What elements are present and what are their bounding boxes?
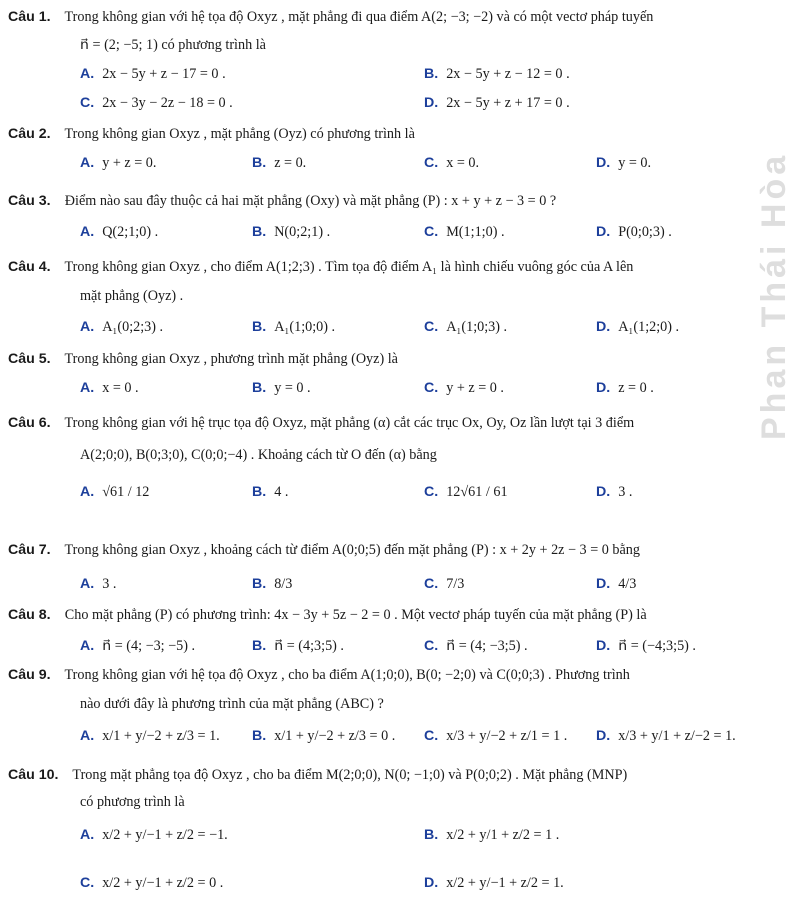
question-text: Trong không gian với hệ tọa độ Oxyz , cho ba điểm A(1;0;0), B(0; −2;0) và C(0;0;3) . Phương trình xyxy=(64,667,630,683)
option-c: C. 12√61 / 61 xyxy=(424,484,508,500)
option-b: B. N(0;2;1) . xyxy=(252,224,331,240)
option-c: C. 2x − 3y − 2z − 18 = 0 . xyxy=(80,95,233,111)
option-c: C. n⃗ = (4; −3;5) . xyxy=(424,638,528,654)
option-b: B. z = 0. xyxy=(252,155,307,171)
watermark: Phan Thái Hòa xyxy=(755,151,793,440)
option-d: D. y = 0. xyxy=(596,155,652,171)
option-b: B. x/1 + y/−2 + z/3 = 0 . xyxy=(252,728,396,744)
option-b: B. n⃗ = (4;3;5) . xyxy=(252,638,344,654)
option-d: D. z = 0 . xyxy=(596,380,654,396)
option-a: A. x/2 + y/−1 + z/2 = −1. xyxy=(80,827,228,843)
question-text-cont: n⃗ = (2; −5; 1) có phương trình là xyxy=(80,37,266,53)
question-2: Câu 2. Trong không gian Oxyz , mặt phẳng (Oyz) có phương trình là xyxy=(8,126,415,142)
question-text-cont: A(2;0;0), B(0;3;0), C(0;0;−4) . Khoảng cách từ O đến (α) bằng xyxy=(80,447,437,463)
option-a: A. x = 0 . xyxy=(80,380,139,396)
question-text: Trong không gian Oxyz , khoảng cách từ điểm A(0;0;5) đến mặt phẳng (P) : x + 2y + 2z − 3 = 0 bằng xyxy=(64,542,640,558)
option-a: A. √61 / 12 xyxy=(80,484,150,500)
option-b: B. y = 0 . xyxy=(252,380,311,396)
option-a: A. 3 . xyxy=(80,576,117,592)
option-d: D. 3 . xyxy=(596,484,633,500)
option-c: C. x/3 + y/−2 + z/1 = 1 . xyxy=(424,728,568,744)
question-text-cont: nào dưới đây là phương trình của mặt phẳng (ABC) ? xyxy=(80,696,384,712)
option-c: C. x = 0. xyxy=(424,155,480,171)
question-text: Điểm nào sau đây thuộc cả hai mặt phẳng (Oxy) và mặt phẳng (P) : x + y + z − 3 = 0 ? xyxy=(64,193,557,209)
option-b: B. 2x − 5y + z − 12 = 0 . xyxy=(424,66,570,82)
question-10: Câu 10. Trong mặt phẳng tọa độ Oxyz , cho ba điểm M(2;0;0), N(0; −1;0) và P(0;0;2) . Mặt phẳng (MNP) xyxy=(8,767,628,783)
question-3: Câu 3. Điểm nào sau đây thuộc cả hai mặt phẳng (Oxy) và mặt phẳng (P) : x + y + z − 3 = 0 ? xyxy=(8,193,557,209)
option-c: C. M(1;1;0) . xyxy=(424,224,505,240)
option-d: D. 4/3 xyxy=(596,576,637,592)
question-text: Trong mặt phẳng tọa độ Oxyz , cho ba điểm M(2;0;0), N(0; −1;0) và P(0;0;2) . Mặt phẳng (MNP) xyxy=(72,767,628,783)
question-text: Trong không gian với hệ trục tọa độ Oxyz, mặt phẳng (α) cắt các trục Ox, Oy, Oz lần lượt tại 3 điểm xyxy=(64,415,635,431)
option-a: A. 2x − 5y + z − 17 = 0 . xyxy=(80,66,226,82)
question-8: Câu 8. Cho mặt phẳng (P) có phương trình: 4x − 3y + 5z − 2 = 0 . Một vectơ pháp tuyến của mặt phẳng (P) là xyxy=(8,607,647,623)
question-text: Cho mặt phẳng (P) có phương trình: 4x − 3y + 5z − 2 = 0 . Một vectơ pháp tuyến của mặt phẳng (P) là xyxy=(64,607,647,623)
question-9: Câu 9. Trong không gian với hệ tọa độ Oxyz , cho ba điểm A(1;0;0), B(0; −2;0) và C(0;0;3) . Phương trình xyxy=(8,667,630,683)
option-c: C. A₁(1;0;3) . xyxy=(424,319,508,335)
question-text-cont: mặt phẳng (Oyz) . xyxy=(80,288,184,304)
option-c: C. y + z = 0 . xyxy=(424,380,504,396)
question-5: Câu 5. Trong không gian Oxyz , phương trình mặt phẳng (Oyz) là xyxy=(8,351,398,367)
option-d: D. x/2 + y/−1 + z/2 = 1. xyxy=(424,875,564,891)
option-a: A. n⃗ = (4; −3; −5) . xyxy=(80,638,196,654)
question-text: Trong không gian với hệ tọa độ Oxyz , mặt phẳng đi qua điểm A(2; −3; −2) và có một vectơ pháp tuyến xyxy=(64,9,654,25)
option-c: C. 7/3 xyxy=(424,576,465,592)
question-text-cont: có phương trình là xyxy=(80,794,185,810)
question-6: Câu 6. Trong không gian với hệ trục tọa độ Oxyz, mặt phẳng (α) cắt các trục Ox, Oy, Oz lần lượt tại 3 điểm xyxy=(8,415,635,431)
option-a: A. x/1 + y/−2 + z/3 = 1. xyxy=(80,728,220,744)
option-d: D. P(0;0;3) . xyxy=(596,224,672,240)
option-d: D. A₁(1;2;0) . xyxy=(596,319,680,335)
question-4: Câu 4. Trong không gian Oxyz , cho điểm A(1;2;3) . Tìm tọa độ điểm A₁ là hình chiếu vuông góc của A lên xyxy=(8,259,634,275)
option-a: A. Q(2;1;0) . xyxy=(80,224,159,240)
option-d: D. 2x − 5y + z + 17 = 0 . xyxy=(424,95,570,111)
option-a: A. y + z = 0. xyxy=(80,155,157,171)
question-text: Trong không gian Oxyz , mặt phẳng (Oyz) có phương trình là xyxy=(64,126,415,142)
option-c: C. x/2 + y/−1 + z/2 = 0 . xyxy=(80,875,224,891)
option-b: B. 8/3 xyxy=(252,576,293,592)
option-d: D. x/3 + y/1 + z/−2 = 1. xyxy=(596,728,736,744)
option-a: A. A₁(0;2;3) . xyxy=(80,319,164,335)
option-d: D. n⃗ = (−4;3;5) . xyxy=(596,638,696,654)
option-b: B. A₁(1;0;0) . xyxy=(252,319,336,335)
question-1: Câu 1. Trong không gian với hệ tọa độ Oxyz , mặt phẳng đi qua điểm A(2; −3; −2) và có một vectơ pháp tuyến xyxy=(8,9,654,25)
question-text: Trong không gian Oxyz , cho điểm A(1;2;3) . Tìm tọa độ điểm A₁ là hình chiếu vuông góc của A lên xyxy=(64,259,634,275)
option-b: B. x/2 + y/1 + z/2 = 1 . xyxy=(424,827,560,843)
option-b: B. 4 . xyxy=(252,484,289,500)
question-text: Trong không gian Oxyz , phương trình mặt phẳng (Oyz) là xyxy=(64,351,398,367)
question-7: Câu 7. Trong không gian Oxyz , khoảng cách từ điểm A(0;0;5) đến mặt phẳng (P) : x + 2y + 2z − 3 = 0 bằng xyxy=(8,542,640,558)
